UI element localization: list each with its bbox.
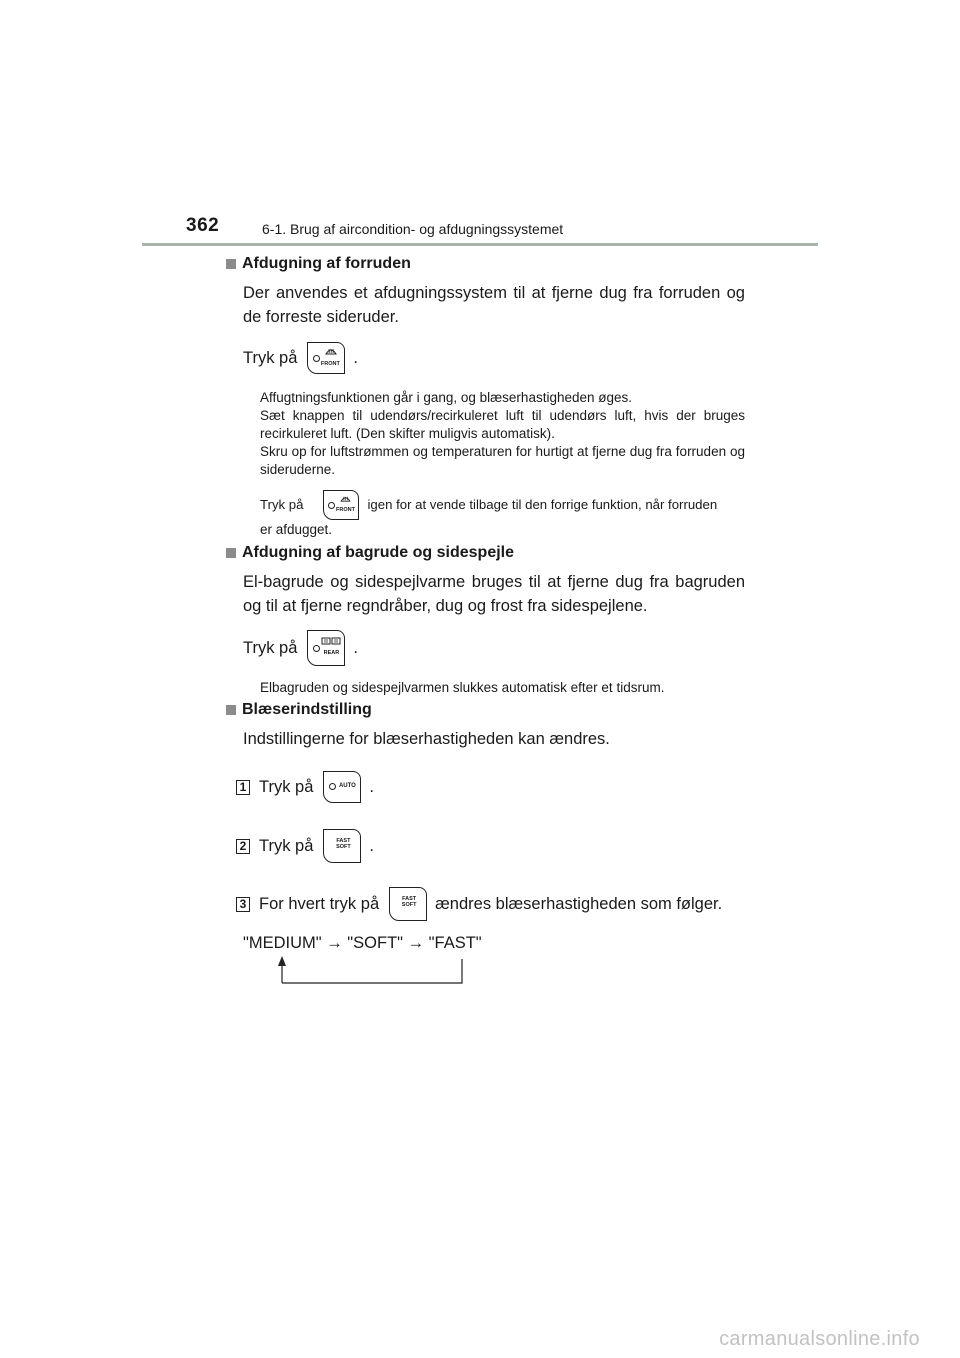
- front-defogger-button-icon: FRONT: [307, 342, 345, 374]
- rear-window-defog-icon: [321, 637, 341, 645]
- step-number: 2: [236, 839, 250, 854]
- windshield-notes: Affugtningsfunktionen går i gang, og blæserhastigheden øges. Sæt knappen til udendørs/recirkuleret luft til udendørs luft, hvis der bruges recirkuleret luft. (Den skifter muligvis automatisk). Skru op for luftstrømmen og temperaturen for hurtigt at fjerne dug fra forruden og sideruderne.: [260, 390, 745, 477]
- windshield-press-instruction: Tryk på FRONT .: [243, 342, 358, 374]
- blower-sequence: "MEDIUM" → "SOFT" → "FAST": [243, 934, 482, 952]
- windshield-description: Der anvendes et afdugningssystem til at fjerne dug fra forruden og de forreste sideruder.: [243, 284, 745, 326]
- auto-button-icon: AUTO: [323, 771, 361, 803]
- fast-soft-button-icon: FAST SOFT: [389, 887, 427, 921]
- front-defogger-small-button-icon: FRONT: [323, 490, 359, 520]
- windshield-note-continuation: er afdugget.: [260, 522, 333, 537]
- rear-defogger-button-icon: REAR: [307, 630, 345, 666]
- watermark: carmanualsonline.info: [719, 1328, 920, 1350]
- windshield-defog-icon: [325, 347, 337, 355]
- chapter-title: 6-1. Brug af aircondition- og afdugningssystemet: [262, 221, 564, 237]
- step-number: 1: [236, 780, 250, 795]
- rear-description: El-bagrude og sidespejlvarme bruges til at fjerne dug fra bagruden og til at fjerne regndråber, dug og frost fra sidespejlene.: [243, 573, 745, 615]
- section-heading-rear: Afdugning af bagrude og sidespejle: [226, 544, 514, 562]
- windshield-note-press: Tryk på FRONT igen for at vende tilbage til den forrige funktion, når forruden: [260, 490, 745, 520]
- header-divider: [142, 243, 818, 246]
- step-1: 1 Tryk på AUTO .: [236, 771, 374, 803]
- rear-press-instruction: Tryk på REAR .: [243, 630, 358, 666]
- step-number: 3: [236, 897, 250, 912]
- section-heading-windshield: Afdugning af forruden: [226, 255, 411, 273]
- step-2: 2 Tryk på FAST SOFT .: [236, 829, 374, 863]
- section-heading-blower: Blæserindstilling: [226, 701, 372, 719]
- bullet-square-icon: [226, 259, 236, 269]
- fast-soft-button-icon: FAST SOFT: [323, 829, 361, 863]
- blower-description: Indstillingerne for blæserhastigheden kan ændres.: [243, 730, 610, 748]
- bullet-square-icon: [226, 705, 236, 715]
- windshield-defog-icon: [340, 495, 351, 502]
- cycle-return-arrow-icon: [272, 953, 468, 987]
- bullet-square-icon: [226, 548, 236, 558]
- rear-note: Elbagruden og sidespejlvarmen slukkes automatisk efter et tidsrum.: [260, 680, 665, 695]
- step-3: 3 For hvert tryk på FAST SOFT ændres blæserhastigheden som følger.: [236, 887, 722, 921]
- page-number: 362: [186, 215, 220, 236]
